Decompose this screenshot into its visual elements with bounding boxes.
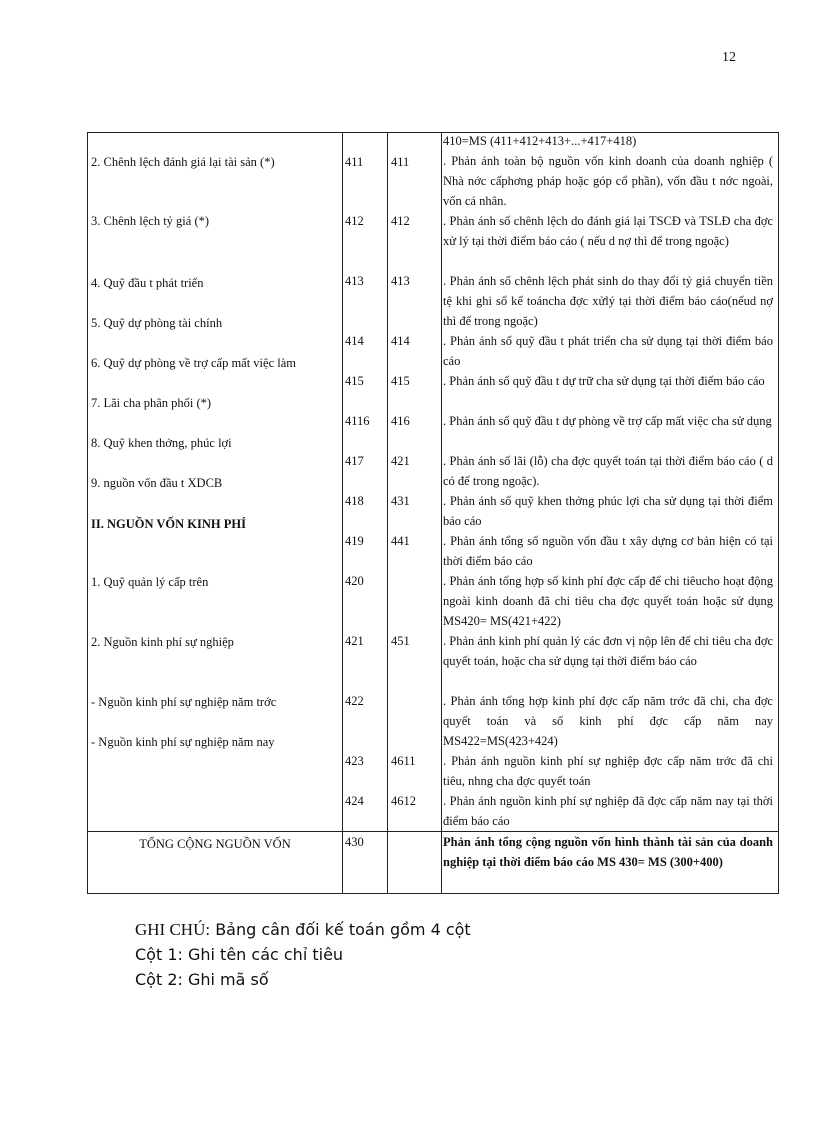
row-label: 6. Quỹ dự phòng về trợ cấp mất việc làm [91, 356, 296, 370]
row-description: . Phản ánh số chênh lệch do đánh giá lại TSCĐ và TSLĐ cha đợc xử lý tại thời điểm báo cáo ( nếu d nợ thì để trong ngoặc) [443, 214, 773, 248]
row-label: 8. Quỹ khen thởng, phúc lợi [91, 436, 232, 450]
row-description: . Phản ánh toàn bộ nguồn vốn kinh doanh của doanh nghiệp ( Nhà nớc cấphơng pháp hoặc góp cổ phần), vốn đầu t nớc ngoài, vốn cá nhân. [443, 154, 773, 208]
row-description: 410=MS (411+412+413+...+417+418) [443, 134, 637, 148]
total-label: TỔNG CỘNG NGUỒN VỐN [139, 837, 291, 851]
row-label: 5. Quỹ dự phòng tài chính [91, 316, 223, 330]
row-code: 415 [345, 374, 364, 388]
section-heading: II. NGUỒN VỐN KINH PHÍ [91, 517, 246, 531]
row-description: . Phản ánh tổng hợp số kinh phí đợc cấp để chi tiêucho hoạt động ngoài kinh doanh đã chi tiêu cha đợc quyết toán hoặc sử dụng MS420= MS(421+422) [443, 574, 773, 628]
row-code: 418 [345, 494, 364, 508]
note-line: Cột 1: Ghi tên các chỉ tiêu [135, 945, 344, 964]
row-code: 423 [345, 754, 364, 768]
row-code: 420 [345, 574, 364, 588]
notes-heading-text: Bảng cân đối kế toán gồm 4 cột [215, 920, 471, 939]
column-divider [342, 132, 343, 894]
row-description: . Phản ánh số chênh lệch phát sinh do thay đổi tỷ giá chuyển tiền tệ khi ghi sổ kế toáncha đợc xửlý tại thời điểm báo cáo(nếud nợ thì để trong ngoặc) [443, 274, 773, 328]
row-label: - Nguồn kinh phí sự nghiệp năm nay [91, 735, 275, 749]
row-code: 411 [345, 155, 364, 169]
row-note-code: 431 [391, 494, 410, 508]
row-code: 412 [345, 214, 364, 228]
row-note-code: 451 [391, 634, 410, 648]
row-note-code: 415 [391, 374, 410, 388]
notes-heading-line [135, 918, 471, 942]
row-code: 419 [345, 534, 364, 548]
total-description: Phản ánh tổng cộng nguồn vốn hình thành tài sản của doanh nghiệp tại thời điểm báo cáo MS 430= MS (300+400) [443, 835, 773, 869]
row-label: 3. Chênh lệch tỷ giá (*) [91, 214, 210, 228]
notes-heading: GHI CHÚ: [135, 920, 211, 939]
total-code: 430 [345, 835, 364, 849]
row-description: . Phản ánh số lãi (lỗ) cha đợc quyết toán tại thời điểm báo cáo ( d có để trong ngoặc). [443, 454, 773, 488]
column-divider [441, 132, 442, 894]
row-note-code: 441 [391, 534, 410, 548]
row-note-code: 413 [391, 274, 410, 288]
row-code: 421 [345, 634, 364, 648]
row-label: 2. Chênh lệch đánh giá lại tài sản (*) [91, 155, 275, 169]
row-code: 424 [345, 794, 364, 808]
row-description: . Phản ánh số quỹ đầu t phát triển cha sử dụng tại thời điểm báo cáo [443, 334, 773, 368]
row-note-code: 421 [391, 454, 410, 468]
row-description: . Phản ánh số quỹ đầu t dự phòng về trợ cấp mất việc cha sử dụng [443, 414, 772, 428]
row-code: 422 [345, 694, 364, 708]
row-description: . Phản ánh tổng hợp kinh phí đợc cấp năm trớc đã chi, cha đợc quyết toán và số kinh phí đợc cấp năm nay MS422=MS(423+424) [443, 694, 773, 748]
page-number: 12 [722, 50, 736, 65]
row-label: - Nguồn kinh phí sự nghiệp năm trớc [91, 695, 277, 709]
row-description: . Phản ánh nguồn kinh phí sự nghiệp đợc cấp năm trớc đã chi tiêu, nhng cha đợc quyết toán [443, 754, 773, 788]
row-description: . Phản ánh nguồn kinh phí sự nghiệp đã đợc cấp năm nay tại thời điểm báo cáo [443, 794, 773, 828]
row-note-code: 411 [391, 155, 410, 169]
row-code: 414 [345, 334, 364, 348]
row-description: . Phản ánh kinh phí quản lý các đơn vị nộp lên để chi tiêu cha đợc quyết toán, hoặc cha sử dụng tại thời điểm báo cáo [443, 634, 773, 668]
row-note-code: 4612 [391, 794, 416, 808]
row-label: 2. Nguồn kinh phí sự nghiệp [91, 635, 234, 649]
note-line: Cột 2: Ghi mã số [135, 970, 269, 989]
row-label: 7. Lãi cha phân phối (*) [91, 396, 212, 410]
row-label: 1. Quỹ quản lý cấp trên [91, 575, 209, 589]
row-description: . Phản ánh tổng số nguồn vốn đầu t xây dựng cơ bản hiện có tại thời điểm báo cáo [443, 534, 773, 568]
row-note-code: 4611 [391, 754, 416, 768]
row-description: . Phản ánh số quỹ khen thởng phúc lợi cha sử dụng tại thời điểm báo cáo [443, 494, 773, 528]
row-code: 4116 [345, 414, 370, 428]
column-divider [387, 132, 388, 894]
row-description: . Phản ánh số quỹ đầu t dự trữ cha sử dụng tại thời điểm báo cáo [443, 374, 765, 388]
row-code: 417 [345, 454, 364, 468]
row-label: 4. Quỹ đầu t phát triển [91, 276, 204, 290]
row-note-code: 416 [391, 414, 410, 428]
row-note-code: 412 [391, 214, 410, 228]
row-note-code: 414 [391, 334, 410, 348]
row-label: 9. nguồn vốn đầu t XDCB [91, 476, 223, 490]
row-code: 413 [345, 274, 364, 288]
